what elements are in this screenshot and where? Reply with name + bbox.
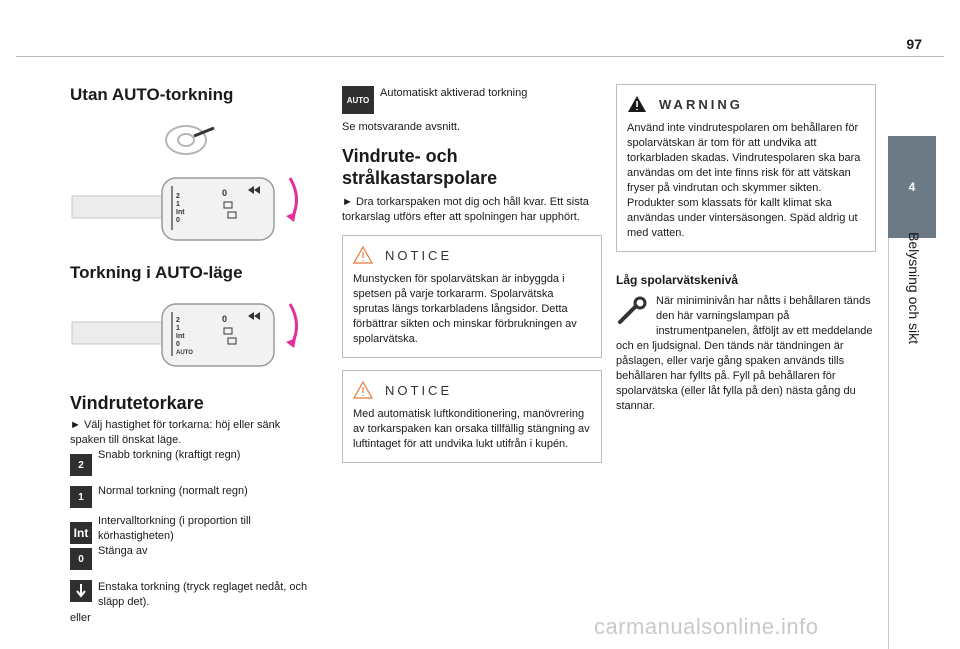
auto-icon: AUTO (342, 86, 374, 114)
notice-text-2: Med automatisk luftkonditionering, manövrering av torkarspaken kan orsaka tillfällig stängning av luftintaget för att undvika lukt utifrån i kupén. (353, 408, 590, 450)
wiper-stalk-illustration-1 (70, 160, 310, 246)
auto-row (342, 86, 602, 114)
or-text: eller (70, 612, 91, 624)
wiper-stalk-illustration-2 (70, 292, 310, 370)
stalk2-label-0b: 0 (222, 314, 228, 324)
stalk-label-0b: 0 (222, 188, 228, 198)
notice-head-1 (343, 236, 601, 268)
column-1 (70, 84, 310, 626)
arrow-down-icon (70, 580, 92, 602)
item-fast (70, 448, 310, 476)
heading-wipers: Vindrutetorkare (70, 393, 204, 413)
heading-no-auto: Utan AUTO-torkning (70, 85, 234, 104)
notice-title-2: NOTICE (385, 382, 453, 398)
heading-low-level: Låg spolarvätskenivå (616, 273, 739, 287)
notice-box-2 (342, 370, 602, 463)
item-normal (70, 480, 310, 508)
watermark: carmanualsonline.info (594, 614, 819, 639)
see-section: Se motsvarande avsnitt. (342, 121, 461, 133)
chapter-title: Belysning och sikt (906, 232, 922, 345)
steering-wheel-illustration (70, 118, 310, 158)
stalk2-label-auto: AUTO (176, 350, 193, 356)
stalk2-label-int: Int (176, 333, 185, 340)
interval-icon: Int (70, 522, 92, 544)
stalk-label-1: 1 (176, 201, 180, 208)
item-off (70, 544, 310, 570)
warning-triangle-icon (353, 381, 373, 399)
item-interval-text: Intervalltorkning (i proportion till körhastigheten) (98, 515, 251, 542)
stalk2-label-1: 1 (176, 325, 180, 332)
speed-2-icon: 2 (70, 454, 92, 476)
notice-head-2 (343, 371, 601, 403)
column-3 (616, 84, 876, 414)
item-interval (70, 514, 310, 544)
item-single (70, 580, 310, 610)
warning-triangle-icon (627, 95, 647, 113)
steering-wheel-icon (160, 118, 220, 158)
stalk-label-int: Int (176, 209, 185, 216)
chapter-tab: 4 (888, 136, 936, 238)
stalk2-label-0: 0 (176, 341, 180, 348)
warning-box (616, 84, 876, 252)
warning-title: WARNING (659, 96, 743, 112)
wiper-stalk-auto-image (70, 292, 310, 370)
item-off-text: Stänga av (98, 545, 148, 557)
stalk2-label-2: 2 (176, 317, 180, 324)
item-normal-text: Normal torkning (normalt regn) (98, 485, 248, 497)
item-single-text: Enstaka torkning (tryck reglaget nedåt, och släpp det). (98, 581, 308, 608)
auto-text: Automatiskt aktiverad torkning (380, 87, 528, 99)
notice-title-1: NOTICE (385, 247, 453, 263)
warning-head (617, 85, 875, 117)
stalk-label-2: 2 (176, 193, 180, 200)
column-2 (342, 84, 602, 463)
item-fast-text: Snabb torkning (kraftigt regn) (98, 449, 241, 461)
page-number: 97 (906, 36, 922, 52)
speed-1-icon: 1 (70, 486, 92, 508)
warning-text: Använd inte vindrutespolaren om behållaren för spolarvätskan är tom för att undvika att torkarbladen skadas. Vindrutespolaren ska bara användas om det inte finns risk för att vätskan fryser på vindrutan och skymmer sikten. Produkter som klassats för kallt klimat ska användas under vintersäsongen. Späd aldrig ut med vatten. (627, 122, 861, 239)
heading-auto: Torkning i AUTO-läge (70, 263, 243, 282)
warning-triangle-icon (353, 246, 373, 264)
notice-box-1 (342, 235, 602, 358)
washer-text: ► Dra torkarspaken mot dig och håll kvar. Ett sista torkarslag utförs efter att spolningen har upphört. (342, 196, 589, 223)
wiper-stalk-image (70, 160, 310, 246)
off-0-icon: 0 (70, 548, 92, 570)
heading-washer: Vindrute- och strålkastarspolare (342, 146, 498, 188)
low-level-block (616, 294, 876, 414)
wipers-intro: ► Välj hastighet för torkarna: höj eller sänk spaken till önskat läge. (70, 419, 281, 446)
notice-text-1: Munstycken för spolarvätskan är inbyggda i spetsen på varje torkararm. Spolarvätska sprutas längs torkarbladens långsidor. Detta förbättrar sikten och minskar förbrukningen av spolarvätska. (353, 273, 577, 345)
wrench-icon (616, 296, 650, 326)
top-rule (16, 56, 944, 57)
low-level-text: När miniminivån har nåtts i behållaren tänds den här varningslampan på instrumentpanelen, åtföljt av ett meddelande och en ljudsignal. Den tänds när tändningen är påslagen, eller varje gång spaken används tills behållaren har fyllts på. Fyll på behållaren för spolarvätska (eller låt fylla på den) nästa gång du stannar. (616, 295, 873, 412)
stalk-label-0: 0 (176, 217, 180, 224)
